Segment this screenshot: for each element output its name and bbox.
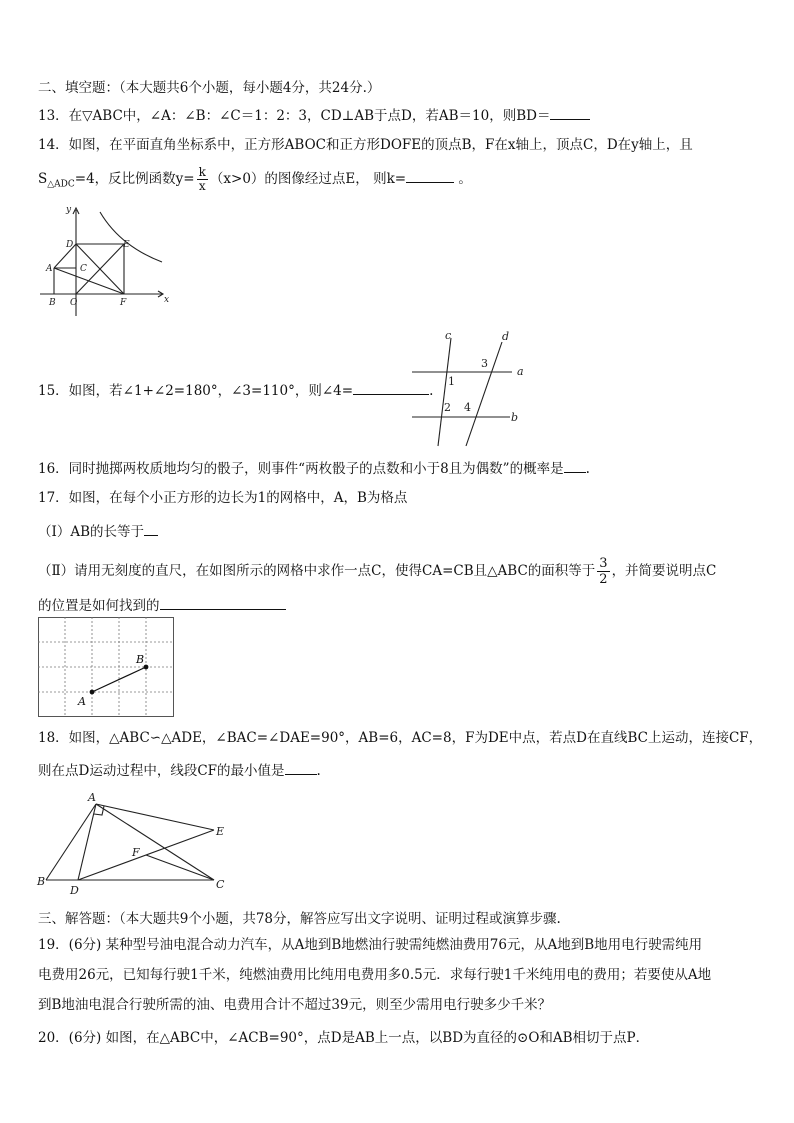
q13-answer-blank[interactable] <box>550 105 590 120</box>
q14-hyperbola <box>100 212 162 262</box>
q18-segment-ac <box>96 804 214 880</box>
q16-answer-blank[interactable] <box>564 458 586 473</box>
q17-fraction <box>597 556 609 587</box>
q15-text: 15．如图，若∠1+∠2=180°，∠3=110°，则∠4= <box>38 383 354 399</box>
question-19-line3: 到B地油电混合行驶所需的油、电费用合计不超过39元，则至少需用电行驶多少千米？ <box>38 997 552 1013</box>
q14-label-y: y <box>66 205 72 215</box>
question-18-line1: 18．如图，△ABC∽△ADE，∠BAC=∠DAE=90°，AB=6，AC=8，F为DE中点，若点D在直线BC上运动，连接CF， <box>38 730 763 746</box>
q14-frac-num: k <box>198 165 206 179</box>
q15-angle-2: 2 <box>444 401 451 414</box>
q18-label-f: F <box>132 846 140 859</box>
q15-angle-1: 1 <box>448 375 455 388</box>
q18-label-c: C <box>216 878 225 891</box>
q14-area-subscript: △ADC <box>47 179 75 190</box>
question-17: 17．如图，在每个小正方形的边长为1的网格中，A，B为格点 <box>38 490 408 506</box>
q14-label-a: A <box>46 264 53 274</box>
section-2-header: 二、填空题：（本大题共6个小题，每小题4分，共24分.） <box>38 80 381 96</box>
q16-end: . <box>585 461 590 477</box>
q15-label-b: b <box>511 411 519 424</box>
q14-label-f: F <box>120 298 127 308</box>
question-14-line2 <box>38 166 472 194</box>
q17-frac-den: 2 <box>599 572 608 587</box>
q14-figure <box>36 204 174 320</box>
q14-end: 。 <box>454 171 472 187</box>
q18-figure <box>36 790 230 898</box>
q17-part2-text-a: （Ⅱ）请用无刻度的直尺，在如图所示的网格中求作一点C，使得CA=CB且△ABC的面积等于 <box>38 563 596 579</box>
q17-part-2 <box>38 556 716 587</box>
section-3-header: 三、解答题：（本大题共9个小题，共78分，解答应写出文字说明、证明过程或演算步骤. <box>38 911 561 927</box>
q18-label-b: B <box>37 875 46 888</box>
q15-label-d: d <box>502 330 510 343</box>
q18-answer-blank[interactable] <box>285 760 317 775</box>
question-18-line2 <box>38 760 321 780</box>
q15-figure <box>404 328 538 450</box>
q18-end: . <box>316 763 321 779</box>
q17-part2-text-b: ，并简要说明点C <box>611 563 717 579</box>
question-13 <box>38 105 590 125</box>
question-15 <box>38 380 433 400</box>
q14-label-o: O <box>70 298 78 308</box>
q18-segment-ad <box>78 804 96 880</box>
q17-part1-text: （Ⅰ）AB的长等于 <box>38 524 145 540</box>
q14-label-x: x <box>164 295 170 305</box>
q14-frac-den: x <box>198 179 206 193</box>
q17-part-2-cont <box>38 595 286 615</box>
q14-label-b: B <box>49 298 56 308</box>
q14-mid: =4，反比例函数y= <box>74 171 195 187</box>
question-19-line1: 19．(6分) 某种型号油电混合动力汽车，从A地到B地燃油行驶需纯燃油费用76元，从A地到B地用电行驶需纯用 <box>38 937 703 953</box>
q15-label-c: c <box>445 329 452 342</box>
q18-segment-ab <box>46 804 96 880</box>
q16-text: 16．同时抛掷两枚质地均匀的骰子，则事件“两枚骰子的点数和小于8且为偶数”的概率是 <box>38 461 564 477</box>
question-20: 20．(6分) 如图，在△ABC中，∠ACB=90°，点D是AB上一点，以BD为直径的⊙O和AB相切于点P． <box>38 1030 650 1046</box>
q15-label-a: a <box>517 365 524 378</box>
q18-label-e: E <box>216 825 225 838</box>
question-16 <box>38 458 590 478</box>
q17-part-1 <box>38 521 158 541</box>
q18-segment-ae <box>96 804 214 830</box>
q14-label-e: E <box>123 240 130 250</box>
q14-area-symbol: S <box>38 171 48 187</box>
q17-point-b <box>144 665 149 670</box>
q17-label-a: A <box>78 695 86 708</box>
q17-frac-num: 3 <box>599 556 608 571</box>
q15-angle-3: 3 <box>481 357 488 370</box>
q18-label-d: D <box>70 884 79 897</box>
q13-text: 13．在▽ABC中，∠A：∠B：∠C＝1：2：3，CD⊥AB于点D，若AB＝10，则BD＝ <box>38 108 551 124</box>
q15-line-c <box>438 338 451 446</box>
q15-angle-4: 4 <box>464 401 471 414</box>
q14-answer-blank[interactable] <box>406 168 454 183</box>
q17-part1-blank[interactable] <box>144 521 158 536</box>
question-14-line1: 14．如图，在平面直角坐标系中，正方形ABOC和正方形DOFE的顶点B，F在x轴上，顶点C，D在y轴上，且 <box>38 137 693 153</box>
q14-cond: （x>0）的图像经过点E， 则k= <box>209 171 407 187</box>
q17-part3-text: 的位置是如何找到的 <box>38 598 160 614</box>
q17-label-b: B <box>136 653 145 666</box>
q14-label-d: D <box>66 240 74 250</box>
q18-label-a: A <box>88 791 96 804</box>
q14-label-c: C <box>80 264 87 274</box>
q15-end: . <box>429 383 434 399</box>
q18-text: 则在点D运动过程中，线段CF的最小值是 <box>38 763 285 779</box>
q14-fraction <box>197 166 208 193</box>
q17-part2-blank[interactable] <box>160 595 286 610</box>
q17-grid-figure <box>38 617 174 717</box>
q17-point-a <box>90 690 95 695</box>
question-19-line2: 电费用26元，已知每行驶1千米，纯燃油费用比纯用电费用多0.5元．求每行驶1千米纯用电的费用；若要使从A地 <box>38 967 712 983</box>
